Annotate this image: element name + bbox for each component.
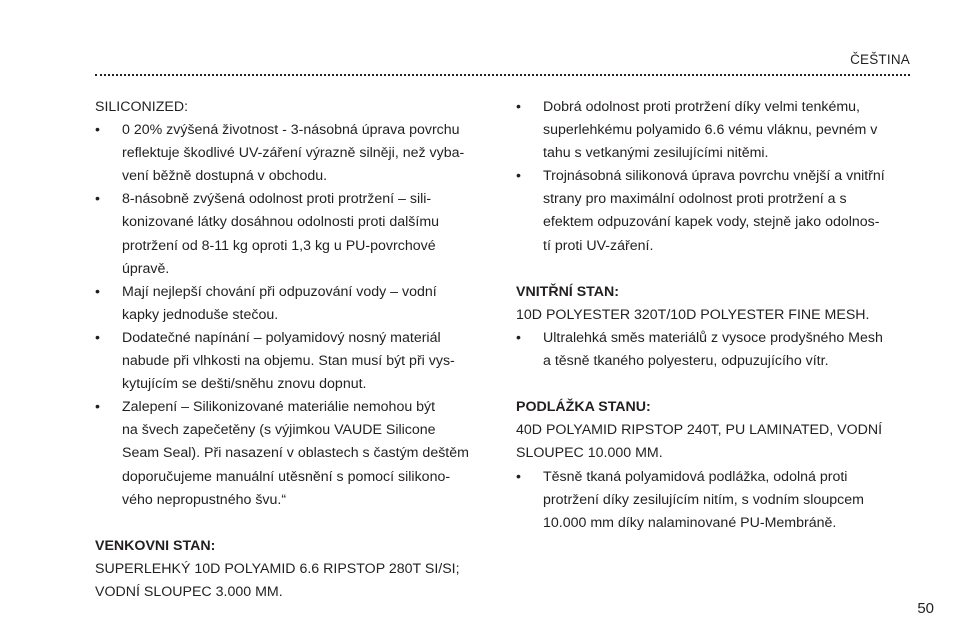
text-line: efektem odpuzování kapek vody, stejně jako odolnos- [543, 214, 880, 231]
text-line: nabude při vlhkosti na objemu. Stan musí být při vys- [122, 353, 455, 370]
siliconized-bullet-list [95, 119, 495, 512]
bullet-item [516, 165, 916, 257]
floor-bullet-list [516, 466, 916, 535]
text-line: protržení od 8-11 kg oproti 1,3 kg u PU-povrchové [122, 237, 436, 254]
spacer [516, 258, 916, 281]
text-line: superlehkému polyamido 6.6 vému vláknu, pevném v [543, 122, 878, 139]
text-line: kapky jednoduše stečou. [122, 306, 279, 323]
left-column [95, 96, 495, 604]
section-heading-outer-tent: VENKOVNI STAN: [95, 537, 216, 554]
text-line: úpravě. [122, 260, 170, 277]
dotted-divider [95, 74, 910, 76]
text-line: • Dodatečné napínání – polyamidový nosný materiál [122, 329, 441, 346]
text-line: VODNÍ SLOUPEC 3.000 MM. [95, 583, 283, 600]
text-line: • Těsně tkaná polyamidová podlážka, odolná proti [543, 468, 848, 485]
bullet-item [95, 281, 495, 327]
text-line: • Zalepení – Silikonizované materiálie nemohou být [122, 399, 436, 416]
text-line: reflektuje škodlivé UV-záření výrazně silněji, než vyba- [122, 145, 465, 162]
text-line: • 8-násobně zvýšená odolnost proti protržení – sili- [122, 191, 432, 208]
text-line: na švech zapečetěny (s výjimkou VAUDE Silicone [122, 422, 436, 439]
bullet-item [516, 327, 916, 373]
text-line: 10.000 mm díky nalaminované PU-Membráně. [543, 514, 837, 531]
inner-tent-bullet-list [516, 327, 916, 373]
language-label: ČEŠTINA [850, 52, 910, 67]
text-line: • 0 20% zvýšená životnost - 3-násobná úprava povrchu [122, 122, 460, 139]
text-line: • Mají nejlepší chování při odpuzování vody – vodní [122, 283, 437, 300]
text-line: • Trojnásobná silikonová úprava povrchu vnější a vnitřní [543, 168, 885, 185]
text-line: SUPERLEHKÝ 10D POLYAMID 6.6 RIPSTOP 280T SI/SI; [95, 560, 460, 577]
text-line: doporučujeme manuální utěsnění s pomocí silikono- [122, 468, 451, 485]
text-line: tahu s vetkanými zesilujícími nitěmi. [543, 145, 769, 162]
spacer [95, 512, 495, 535]
right-column [516, 96, 916, 535]
text-line: a těsně tkaného polyesteru, odpuzujícího vítr. [543, 353, 829, 370]
text-line: • Dobrá odolnost proti protržení díky velmi tenkému, [543, 99, 861, 115]
intro-label: SILICONIZED: [95, 99, 189, 115]
text-line: kytujícím se dešti/sněhu znovu dopnut. [122, 376, 367, 393]
section-heading-floor: PODLÁŽKA STANU: [516, 399, 651, 416]
section-heading-inner-tent: VNITŘNÍ STAN: [516, 283, 619, 300]
text-line: protržení díky zesilujícím nitím, s vodním sloupcem [543, 491, 864, 508]
text-line: strany pro maximální odolnost proti protržení a s [543, 191, 847, 208]
text-line: konizované látky dosáhnou odolnosti proti dalšímu [122, 214, 440, 231]
bullet-item [95, 119, 495, 188]
text-line: • Ultralehká směs materiálů z vysoce prodyšného Mesh [543, 329, 883, 346]
outer-fabric-bullet-list [516, 96, 916, 258]
text-line: SLOUPEC 10.000 MM. [516, 445, 663, 462]
bullet-item [95, 396, 495, 511]
bullet-item [95, 188, 495, 280]
text-line: Seam Seal). Při nasazení v oblastech s častým deštěm [122, 445, 469, 462]
text-line: vého nepropustného švu.“ [122, 491, 287, 508]
spacer [516, 373, 916, 396]
text-line: 40D POLYAMID RIPSTOP 240T, PU LAMINATED, VODNÍ [516, 422, 883, 439]
text-line: tí proti UV-záření. [543, 237, 654, 254]
text-line: vení běžně dostupná v obchodu. [122, 168, 328, 185]
page-number: 50 [917, 600, 934, 617]
text-line: 10D POLYESTER 320T/10D POLYESTER FINE MESH. [516, 306, 870, 323]
bullet-item [516, 466, 916, 535]
bullet-item [516, 96, 916, 165]
bullet-item [95, 327, 495, 396]
